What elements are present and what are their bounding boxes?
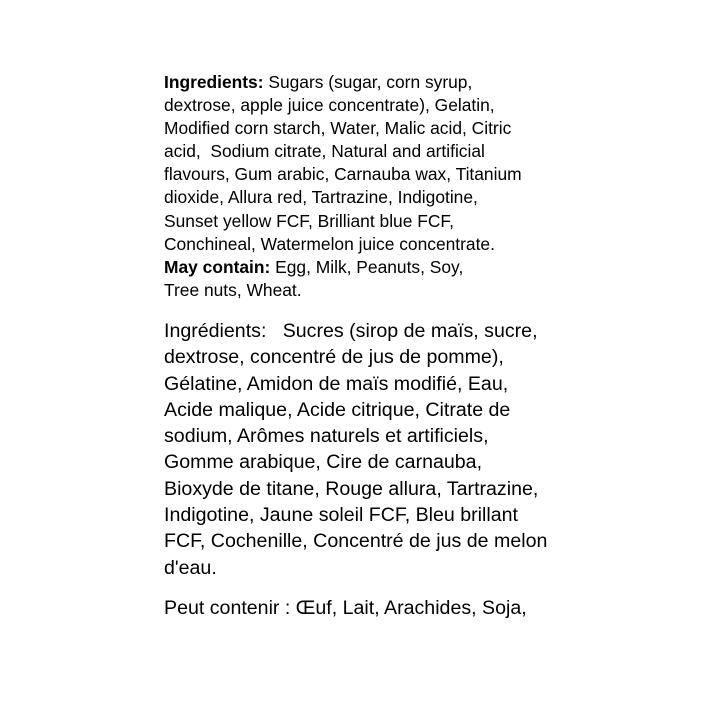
french-may-contain-line: Peut contenir : Œuf, Lait, Arachides, Soja, xyxy=(164,597,527,619)
english-ingredients-line-4: acid, Sodium citrate, Natural and artificial xyxy=(164,141,485,162)
english-may-contain-line-1 xyxy=(164,256,604,279)
french-ingredients-line-8: Indigotine, Jaune soleil FCF, Bleu brillant xyxy=(164,504,518,527)
english-ingredients-text: Sugars (sugar, corn syrup, xyxy=(263,72,473,92)
french-ingredients-line-5: sodium, Arômes naturels et artificiels, xyxy=(164,425,489,448)
english-may-contain-text: Egg, Milk, Peanuts, Soy, xyxy=(270,256,464,277)
english-ingredients-line-8: Conchineal, Watermelon juice concentrate. xyxy=(164,233,495,254)
french-ingredients-line-2: dextrose, concentré de jus de pomme), xyxy=(164,346,504,369)
french-ingredients-line-10: d'eau. xyxy=(164,556,217,579)
french-ingredients-line-3: Gélatine, Amidon de maïs modifié, Eau, xyxy=(164,372,509,395)
english-ingredients-heading: Ingredients: xyxy=(164,72,264,92)
english-ingredients-line-3: Modified corn starch, Water, Malic acid, Citric xyxy=(164,118,512,139)
french-ingredients-line-7: Bioxyde de titane, Rouge allura, Tartrazine, xyxy=(164,477,539,500)
english-ingredients-block xyxy=(164,71,604,302)
english-ingredients-line-5: flavours, Gum arabic, Carnauba wax, Titanium xyxy=(164,164,522,185)
english-may-contain-heading: May contain: xyxy=(164,256,271,277)
english-may-contain-line-2: Tree nuts, Wheat. xyxy=(164,279,302,300)
english-ingredients-line-1 xyxy=(164,71,604,94)
french-ingredients-line-9: FCF, Cochenille, Concentré de jus de melon xyxy=(164,530,548,553)
french-ingredients-line-6: Gomme arabique, Cire de carnauba, xyxy=(164,451,483,474)
french-may-contain-block xyxy=(164,595,644,621)
french-ingredients-line-1: Ingrédients: Sucres (sirop de maïs, sucre, xyxy=(164,320,538,342)
english-ingredients-line-2: dextrose, apple juice concentrate), Gelatin, xyxy=(164,95,495,116)
french-ingredients-line-4: Acide malique, Acide citrique, Citrate de xyxy=(164,398,511,421)
english-ingredients-line-7: Sunset yellow FCF, Brilliant blue FCF, xyxy=(164,210,454,231)
french-ingredients-block xyxy=(164,318,644,581)
english-ingredients-line-6: dioxide, Allura red, Tartrazine, Indigotine, xyxy=(164,187,478,208)
